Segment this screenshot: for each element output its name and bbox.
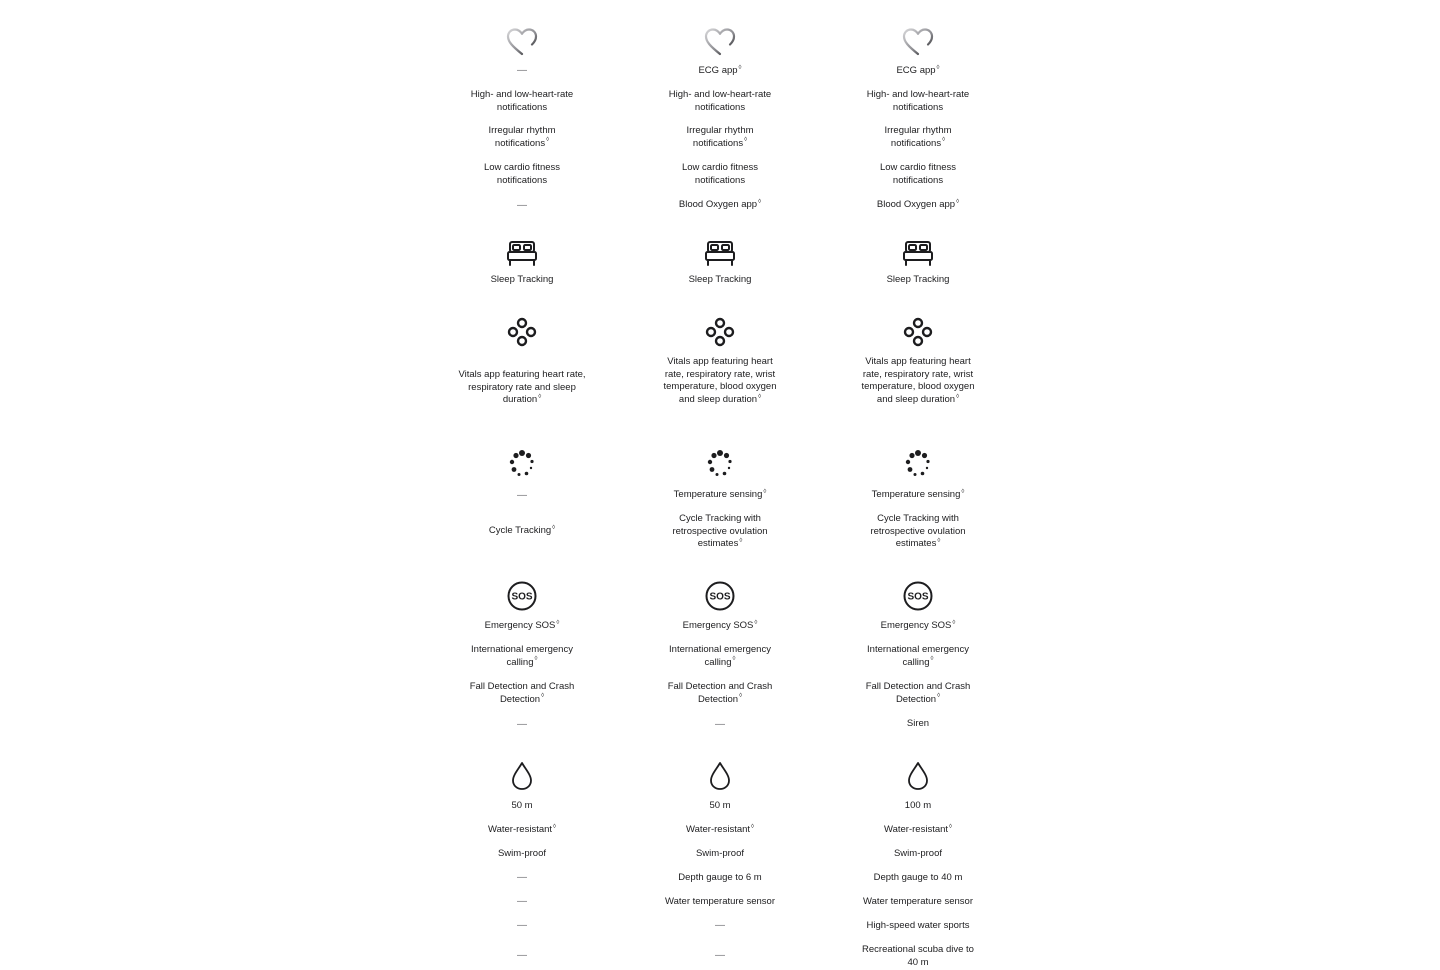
irregular-rhythm-notifications: [858, 125, 978, 150]
emergency-sos: [858, 620, 978, 633]
low-cardio-fitness-notifications: [462, 162, 582, 187]
bed-icon: [704, 237, 736, 269]
model-column-3: [858, 0, 978, 970]
vitals-app: [660, 356, 780, 406]
fall-and-crash-detection-text: Fall Detection and Crash Detection: [469, 681, 575, 705]
low-cardio-text: Low cardio fitness notifications: [681, 162, 759, 186]
cycle-tracking: [660, 513, 780, 551]
blood-oxygen-app: [660, 199, 780, 212]
footnote-mark: ◊: [552, 524, 556, 531]
blood-oxygen-app-text: Blood Oxygen app: [876, 199, 956, 210]
footnote-mark: ◊: [942, 137, 946, 144]
fall-and-crash-detection-text: Fall Detection and Crash Detection: [865, 681, 971, 705]
siren-availability: —: [517, 719, 527, 730]
international-emergency-calling-text: International emergency calling: [867, 644, 969, 668]
ecg-app: [858, 65, 978, 78]
heart-rate-notifications-text: High- and low-heart-rate notifications: [470, 89, 574, 113]
sos-icon-label: SOS: [511, 591, 533, 603]
swim-proof: [462, 848, 582, 861]
depth-gauge: [858, 872, 978, 885]
high-speed-water-sports-availability: —: [715, 920, 725, 931]
heart-rate-notifications-text: High- and low-heart-rate notifications: [866, 89, 970, 113]
cycle-tracking-text: Cycle Tracking with retrospective ovulation estimates: [672, 513, 768, 550]
footnote-mark: ◊: [758, 198, 762, 205]
sos-icon-label: SOS: [709, 591, 731, 603]
heart-rate-notifications: [462, 89, 582, 114]
irregular-rhythm-notifications: [462, 125, 582, 150]
vitals-app-text: Vitals app featuring heart rate, respiratory rate and sleep duration: [458, 369, 586, 406]
blood-oxygen-app-text: Blood Oxygen app: [678, 199, 758, 210]
ecg-app-text: ECG app: [896, 65, 936, 76]
footnote-mark: ◊: [956, 198, 960, 205]
water-temperature-sensor-text: Water temperature sensor: [665, 896, 775, 907]
water-resistant-text: Water-resistant: [487, 824, 553, 835]
swim-proof-text: Swim-proof: [893, 848, 943, 859]
scuba-dive-availability: —: [517, 950, 527, 961]
swim-proof: [858, 848, 978, 861]
sleep-tracking: [858, 274, 978, 287]
depth-rating-text: 50 m: [511, 800, 533, 811]
international-emergency-calling-text: International emergency calling: [669, 644, 771, 668]
scuba-dive-availability: —: [715, 950, 725, 961]
footnote-mark: ◊: [937, 538, 941, 545]
low-cardio-text: Low cardio fitness notifications: [483, 162, 561, 186]
footnote-mark: ◊: [949, 823, 953, 830]
temperature-sensing-text: Temperature sensing: [871, 489, 961, 500]
temperature-sensing-availability: —: [517, 490, 527, 501]
depth-gauge-text: Depth gauge to 40 m: [873, 872, 963, 883]
footnote-mark: ◊: [739, 693, 743, 700]
heart-icon: [506, 26, 538, 58]
water-resistant: [858, 824, 978, 837]
depth-gauge: [660, 872, 780, 885]
footnote-mark: ◊: [744, 137, 748, 144]
ecg-app: [660, 65, 780, 78]
depth-rating: [660, 800, 780, 813]
footnote-mark: ◊: [936, 64, 940, 71]
water-drop-icon: [902, 760, 934, 792]
emergency-sos-text: Emergency SOS: [484, 620, 556, 631]
model-column-1: [458, 0, 586, 970]
vitals-icon: [506, 316, 538, 348]
sleep-tracking-text: Sleep Tracking: [688, 274, 752, 285]
water-temperature-sensor: [654, 896, 786, 909]
footnote-mark: ◊: [732, 656, 736, 663]
water-temperature-sensor-availability: —: [517, 896, 527, 907]
heart-rate-notifications: [660, 89, 780, 114]
water-temperature-sensor: [852, 896, 984, 909]
footnote-mark: ◊: [553, 823, 557, 830]
blood-oxygen-availability: —: [517, 200, 527, 211]
footnote-mark: ◊: [739, 538, 743, 545]
footnote-mark: ◊: [956, 393, 960, 400]
swim-proof-text: Swim-proof: [695, 848, 745, 859]
sleep-tracking: [660, 274, 780, 287]
siren-availability: —: [715, 719, 725, 730]
bed-icon: [506, 237, 538, 269]
temperature-sensing-text: Temperature sensing: [673, 489, 763, 500]
sleep-tracking-text: Sleep Tracking: [490, 274, 554, 285]
swim-proof-text: Swim-proof: [497, 848, 547, 859]
temperature-sensor-icon: [902, 448, 934, 480]
water-resistant-text: Water-resistant: [685, 824, 751, 835]
irregular-rhythm-text: Irregular rhythm notifications: [686, 125, 754, 149]
footnote-mark: ◊: [758, 393, 762, 400]
depth-gauge-text: Depth gauge to 6 m: [678, 872, 762, 883]
vitals-app: [456, 369, 588, 407]
blood-oxygen-app: [858, 199, 978, 212]
temperature-sensing: [660, 489, 780, 502]
water-resistant: [462, 824, 582, 837]
footnote-mark: ◊: [751, 823, 755, 830]
depth-rating-text: 100 m: [904, 800, 932, 811]
emergency-sos: [462, 620, 582, 633]
depth-rating-text: 50 m: [709, 800, 731, 811]
emergency-sos: [660, 620, 780, 633]
footnote-mark: ◊: [556, 619, 560, 626]
water-drop-icon: [704, 760, 736, 792]
water-drop-icon: [506, 760, 538, 792]
heart-rate-notifications: [858, 89, 978, 114]
water-resistant: [660, 824, 780, 837]
footnote-mark: ◊: [754, 619, 758, 626]
footnote-mark: ◊: [534, 656, 538, 663]
sleep-tracking: [462, 274, 582, 287]
temperature-sensor-icon: [704, 448, 736, 480]
low-cardio-fitness-notifications: [858, 162, 978, 187]
footnote-mark: ◊: [930, 656, 934, 663]
international-emergency-calling: [858, 644, 978, 669]
depth-gauge-availability: —: [517, 872, 527, 883]
international-emergency-calling-text: International emergency calling: [471, 644, 573, 668]
temperature-sensor-icon: [506, 448, 538, 480]
fall-and-crash-detection-text: Fall Detection and Crash Detection: [667, 681, 773, 705]
vitals-icon: [704, 316, 736, 348]
temperature-sensing: [858, 489, 978, 502]
fall-and-crash-detection: [660, 681, 780, 706]
vitals-app-text: Vitals app featuring heart rate, respiratory rate, wrist temperature, blood oxygen and sleep duration: [663, 356, 777, 405]
footnote-mark: ◊: [546, 137, 550, 144]
fall-and-crash-detection: [858, 681, 978, 706]
bed-icon: [902, 237, 934, 269]
heart-icon: [902, 26, 934, 58]
high-speed-water-sports: [858, 920, 978, 933]
high-speed-water-sports-availability: —: [517, 920, 527, 931]
swim-proof: [660, 848, 780, 861]
footnote-mark: ◊: [937, 693, 941, 700]
cycle-tracking-text: Cycle Tracking with retrospective ovulation estimates: [870, 513, 966, 550]
depth-rating: [858, 800, 978, 813]
water-resistant-text: Water-resistant: [883, 824, 949, 835]
footnote-mark: ◊: [538, 394, 542, 401]
international-emergency-calling: [660, 644, 780, 669]
depth-rating: [462, 800, 582, 813]
ecg-app-text: ECG app: [698, 65, 738, 76]
emergency-sos-text: Emergency SOS: [682, 620, 754, 631]
irregular-rhythm-notifications: [660, 125, 780, 150]
ecg-app-availability: —: [517, 65, 527, 76]
recreational-scuba-dive: [858, 944, 978, 969]
irregular-rhythm-text: Irregular rhythm notifications: [488, 125, 556, 149]
footnote-mark: ◊: [952, 619, 956, 626]
international-emergency-calling: [462, 644, 582, 669]
vitals-app-text: Vitals app featuring heart rate, respiratory rate, wrist temperature, blood oxygen and sleep duration: [861, 356, 975, 405]
high-speed-water-sports-text: High-speed water sports: [866, 920, 970, 931]
low-cardio-text: Low cardio fitness notifications: [879, 162, 957, 186]
water-temperature-sensor-text: Water temperature sensor: [863, 896, 973, 907]
sos-icon: [902, 580, 934, 612]
sos-icon-label: SOS: [907, 591, 929, 603]
fall-and-crash-detection: [462, 681, 582, 706]
heart-icon: [704, 26, 736, 58]
irregular-rhythm-text: Irregular rhythm notifications: [884, 125, 952, 149]
footnote-mark: ◊: [541, 693, 545, 700]
footnote-mark: ◊: [738, 64, 742, 71]
sos-icon: [506, 580, 538, 612]
sos-icon: [704, 580, 736, 612]
siren: [858, 718, 978, 731]
footnote-mark: ◊: [961, 488, 965, 495]
heart-rate-notifications-text: High- and low-heart-rate notifications: [668, 89, 772, 113]
low-cardio-fitness-notifications: [660, 162, 780, 187]
cycle-tracking-text: Cycle Tracking: [488, 525, 552, 536]
recreational-scuba-dive-text: Recreational scuba dive to 40 m: [862, 944, 974, 968]
vitals-icon: [902, 316, 934, 348]
cycle-tracking: [858, 513, 978, 551]
sleep-tracking-text: Sleep Tracking: [886, 274, 950, 285]
footnote-mark: ◊: [763, 488, 767, 495]
cycle-tracking: [462, 525, 582, 538]
vitals-app: [858, 356, 978, 406]
siren-text: Siren: [906, 718, 930, 729]
emergency-sos-text: Emergency SOS: [880, 620, 952, 631]
model-column-2: [660, 0, 780, 970]
